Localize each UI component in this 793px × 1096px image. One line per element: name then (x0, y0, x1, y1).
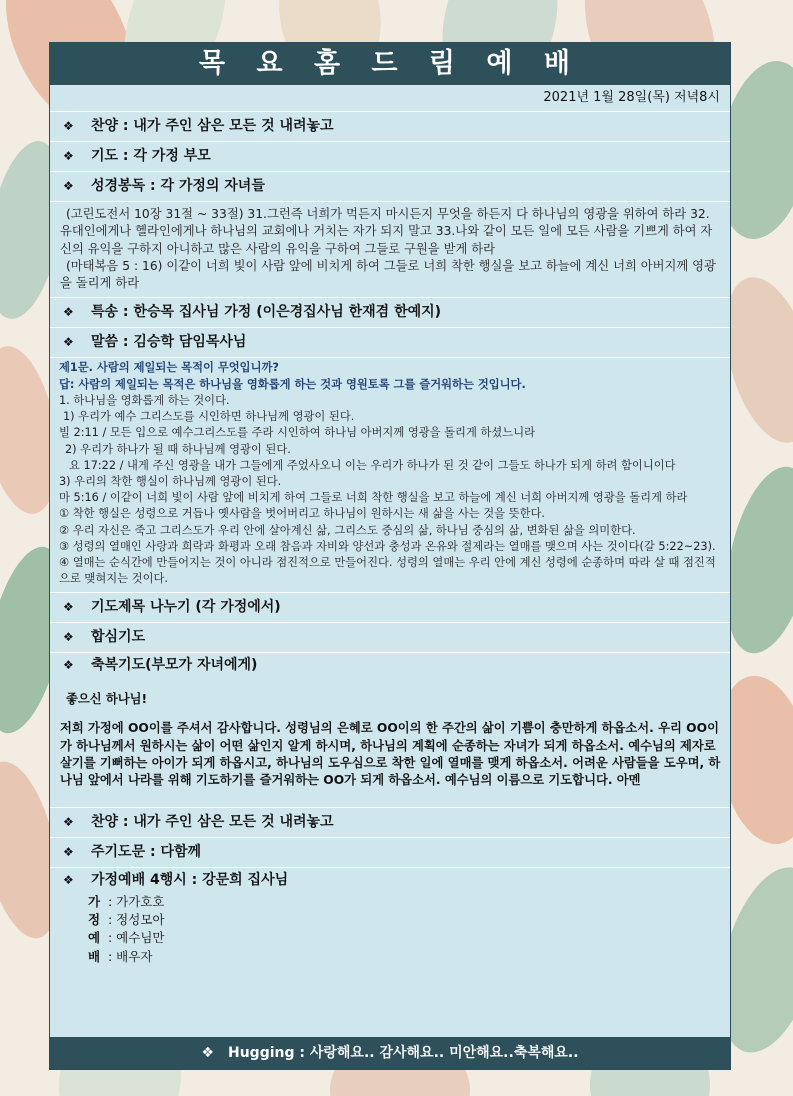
section-label: 가정예배 4행시 : 강문희 집사님 (91, 871, 289, 888)
acrostic-line (88, 893, 730, 911)
section-label: 찬양 : 내가 주인 삼은 모든 것 내려놓고 (91, 813, 334, 830)
catechism-answer: 답: 사람의 제일되는 목적은 하나님을 영화롭게 하는 것과 영원토록 그를 즐거워하는 것입니다. (59, 377, 526, 391)
scripture-passage (50, 202, 730, 298)
acrostic-heading (50, 868, 730, 893)
diamond-bullet-icon: ❖ (201, 1045, 214, 1061)
section-label: 찬양 : 내가 주인 삼은 모든 것 내려놓고 (91, 118, 334, 134)
sermon-line: 요 17:22 / 내게 주신 영광을 내가 그들에게 주었사오니 이는 우리가 하나가 된 것 같이 그들도 하나가 되게 하려 함이니이다 (69, 458, 676, 472)
acrostic-text: : 가가호호 (108, 893, 165, 909)
diamond-bullet-icon: ❖ (63, 305, 74, 320)
sermon-line: 마 5:16 / 이같이 너희 빛이 사람 앞에 비치게 하여 그들로 너희 착한 행실을 보고 하늘에 계신 너희 아버지께 영광을 돌리게 하라 (59, 491, 688, 505)
blessing-heading (50, 653, 730, 678)
sermon-line: 1. 하나님을 영화롭게 하는 것이다. (59, 393, 230, 407)
sermon-line: 2) 우리가 하나가 될 때 하나님께 영광이 된다. (65, 442, 291, 456)
sermon-line: ② 우리 자신은 죽고 그리스도가 우리 안에 살아계신 삶, 그리스도 중심의 삶, 하나님 중심의 삶, 변화된 삶을 의미한다. (59, 523, 636, 537)
acrostic-line (88, 948, 730, 966)
acrostic-text: : 정성모아 (108, 912, 165, 927)
sermon-body (50, 358, 730, 593)
diamond-bullet-icon: ❖ (63, 179, 74, 193)
page-title: 목 요 홈 드 림 예 배 (50, 43, 730, 85)
section-lords-prayer (50, 838, 730, 868)
diamond-bullet-icon: ❖ (63, 600, 74, 615)
section-prayer-topics (50, 593, 730, 623)
blessing-text: 저희 가정에 OO이를 주셔서 감사합니다. 성령님의 은혜로 OO이의 한 주간의 삶이 기쁨이 충만하게 하옵소서. 우리 OO이가 하나님께서 원하시는 삶이 어떤 삶인지 알게 하시며, 하나님의 계획에 순종하는 자녀가 되게 하옵소서. 예수님의 제자로 살기를 기뻐하는 아이가 되게 하옵시고, 하나님의 도우심으로 착한 일에 열매를 맺게 하옵소서. 어려운 사람들을 도우며, 하나님 앞에서 나라를 위해 기도하기를 즐거워하는 OO가 되게 하옵소서. 예수님의 이름으로 기도합니다. 아멘 (60, 721, 721, 788)
worship-bulletin (49, 42, 731, 1070)
diamond-bullet-icon: ❖ (63, 149, 74, 163)
section-blessing-prayer (50, 653, 730, 807)
acrostic-line (88, 929, 730, 947)
acrostic-letter: 가 (88, 893, 101, 909)
section-label: 기도 : 각 가정 부모 (91, 148, 211, 164)
sermon-line: 빌 2:11 / 모든 입으로 예수그리스도를 주라 시인하여 하나님 아버지께 영광을 돌리게 하셨느니라 (59, 426, 536, 440)
acrostic-text: : 예수님만 (108, 930, 165, 946)
sermon-line: 3) 우리의 착한 행실이 하나님께 영광이 된다. (59, 474, 282, 488)
diamond-bullet-icon: ❖ (63, 658, 74, 673)
acrostic-letter: 정 (88, 912, 101, 927)
diamond-bullet-icon: ❖ (63, 814, 74, 829)
sermon-line: 1) 우리가 예수 그리스도를 시인하면 하나님께 영광이 된다. (63, 410, 355, 424)
section-label: 말씀 : 김승학 담임목사님 (91, 334, 247, 351)
section-label: 주기도문 : 다함께 (91, 843, 202, 860)
sermon-line: ① 착한 행실은 성령으로 거듭나 옛사람을 벗어버리고 하나님이 원하시는 새 삶을 사는 것을 뜻한다. (59, 507, 546, 521)
diamond-bullet-icon: ❖ (63, 844, 74, 859)
section-special-song (50, 298, 730, 328)
section-praise-closing (50, 808, 730, 838)
acrostic-text: : 배우자 (108, 948, 153, 964)
section-prayer (50, 142, 730, 172)
acrostic-letter: 배 (88, 948, 101, 964)
diamond-bullet-icon: ❖ (63, 335, 74, 350)
acrostic-letter: 예 (88, 930, 101, 946)
section-label: 합심기도 (91, 629, 146, 646)
section-bible-reading (50, 172, 730, 202)
footer-text: Hugging : 사랑해요.. 감사해요.. 미안해요..축복해요.. (228, 1045, 579, 1061)
sermon-line: ③ 성령의 열매인 사랑과 희락과 화평과 오래 참음과 자비와 양선과 충성과 온유와 절제라는 열매를 맺으며 사는 것이다(갈 5:22~23). (59, 539, 716, 553)
section-acrostic (50, 868, 730, 972)
sermon-line: ④ 열매는 순식간에 만들어지는 것이 아니라 점진적으로 만들어진다. 성령의 열매는 우리 안에 계신 성령에 순종하며 따라 살 때 점진적으로 맺혀지는 것이다. (59, 555, 716, 586)
scripture-matthew: (마태복음 5 : 16) 이같이 너희 빛이 사람 앞에 비치게 하여 그들로 너희 착한 행실을 보고 하늘에 계신 너희 아버지께 영광을 돌리게 하라 (60, 258, 716, 291)
section-sermon (50, 328, 730, 358)
catechism-question: 제1문. 사람의 제일되는 목적이 무엇입니까? (59, 361, 279, 375)
section-label: 기도제목 나누기 (각 가정에서) (91, 599, 281, 616)
section-label: 축복기도(부모가 자녀에게) (91, 657, 258, 674)
section-unison-prayer (50, 623, 730, 653)
section-label: 성경봉독 : 각 가정의 자녀들 (91, 178, 265, 194)
acrostic-line (88, 911, 730, 929)
blessing-greeting: 좋으신 하나님! (66, 691, 148, 706)
diamond-bullet-icon: ❖ (63, 872, 74, 887)
section-praise-opening (50, 112, 730, 142)
diamond-bullet-icon: ❖ (63, 630, 74, 645)
acrostic-poem (50, 893, 730, 972)
service-date: 2021년 1월 28일(목) 저녁8시 (50, 85, 730, 112)
diamond-bullet-icon: ❖ (63, 119, 74, 133)
scripture-corinthians: (고린도전서 10장 31절 ~ 33절) 31.그런즉 너희가 먹든지 마시든지 무엇을 하든지 다 하나님의 영광을 위하여 하라 32.유대인에게나 헬라인에게나 하나님의 교회에나 거치는 자가 되지 말고 33.나와 같이 모든 일에 모든 사람을 기쁘게 하여 자신의 유익을 구하지 아니하고 많은 사람의 유익을 구하여 그들로 구원을 받게 하라 (60, 207, 713, 256)
footer-hugging (50, 1037, 730, 1069)
section-label: 특송 : 한승목 집사님 가정 (이은경집사님 한재겸 한예지) (91, 304, 442, 321)
blessing-body (50, 691, 730, 807)
